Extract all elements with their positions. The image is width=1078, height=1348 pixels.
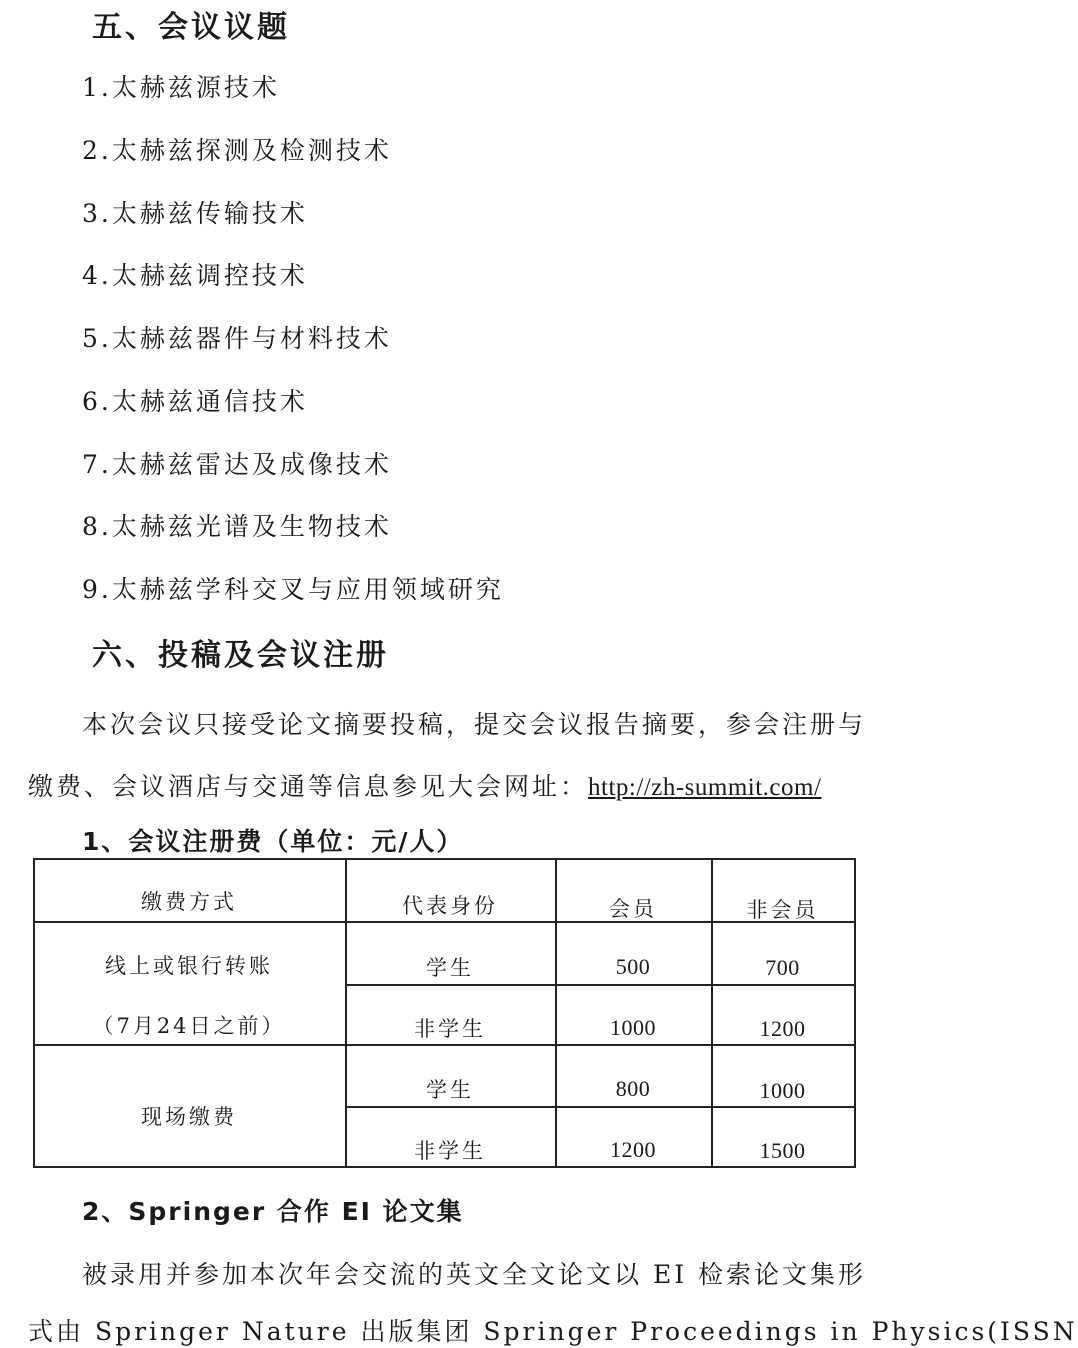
intro-paragraph-line1: 本次会议只接受论文摘要投稿，提交会议报告摘要，参会注册与 — [82, 710, 867, 739]
intro-paragraph-line2 — [28, 767, 821, 803]
payment-online-label: 线上或银行转账 — [105, 954, 273, 978]
table-border — [33, 1166, 856, 1168]
table-cell-non-member-fee: 700 — [765, 955, 800, 980]
table-cell-non-member-fee: 1200 — [759, 1016, 806, 1041]
table-header-payment-method: 缴费方式 — [141, 890, 237, 914]
section6-heading: 六、投稿及会议注册 — [92, 638, 389, 673]
table-cell-non-member-fee: 1500 — [759, 1138, 806, 1163]
topic-item: 5.太赫兹器件与材料技术 — [82, 324, 392, 353]
table-cell-identity: 学生 — [426, 1078, 474, 1102]
table-cell-identity: 非学生 — [414, 1017, 486, 1041]
table-cell-member-fee: 1200 — [610, 1137, 656, 1162]
table-header-member: 会员 — [609, 897, 657, 921]
fee-heading: 1、会议注册费（单位：元/人） — [82, 827, 464, 856]
topic-item: 3.太赫兹传输技术 — [82, 199, 308, 228]
table-header-identity: 代表身份 — [402, 894, 498, 918]
table-cell-member-fee: 1000 — [610, 1015, 656, 1040]
payment-onsite-label: 现场缴费 — [141, 1105, 237, 1129]
topic-item: 1.太赫兹源技术 — [82, 73, 280, 102]
topic-item: 8.太赫兹光谱及生物技术 — [82, 512, 392, 541]
table-cell-member-fee: 800 — [615, 1076, 651, 1101]
payment-deadline-label: （7月24日之前） — [92, 1014, 286, 1038]
table-cell-identity: 非学生 — [414, 1139, 486, 1163]
intro-text: 缴费、会议酒店与交通等信息参见大会网址： — [28, 772, 589, 801]
table-cell-non-member-fee: 1000 — [759, 1078, 806, 1103]
table-border — [33, 858, 856, 860]
website-link[interactable]: http://zh-summit.com/ — [588, 774, 822, 801]
table-divider — [33, 1044, 856, 1046]
section5-heading: 五、会议议题 — [92, 10, 290, 45]
fee-table — [33, 858, 856, 1168]
table-cell-member-fee: 500 — [615, 954, 651, 979]
ei-paragraph-line1: 被录用并参加本次年会交流的英文全文论文以 EI 检索论文集形 — [82, 1260, 867, 1289]
ei-heading: 2、Springer 合作 EI 论文集 — [82, 1197, 464, 1226]
table-border — [854, 858, 856, 1168]
topic-item: 4.太赫兹调控技术 — [82, 261, 308, 290]
table-divider — [345, 984, 856, 986]
topic-item: 9.太赫兹学科交叉与应用领域研究 — [82, 575, 504, 604]
ei-paragraph-line2: 式由 Springer Nature 出版集团 Springer Proceedings in Physics(ISSN — [28, 1317, 1078, 1346]
topic-item: 6.太赫兹通信技术 — [82, 387, 308, 416]
table-divider — [345, 1106, 856, 1108]
topic-item: 2.太赫兹探测及检测技术 — [82, 136, 392, 165]
table-header-non-member: 非会员 — [746, 898, 819, 922]
table-cell-identity: 学生 — [426, 956, 474, 980]
topic-item: 7.太赫兹雷达及成像技术 — [82, 450, 392, 479]
